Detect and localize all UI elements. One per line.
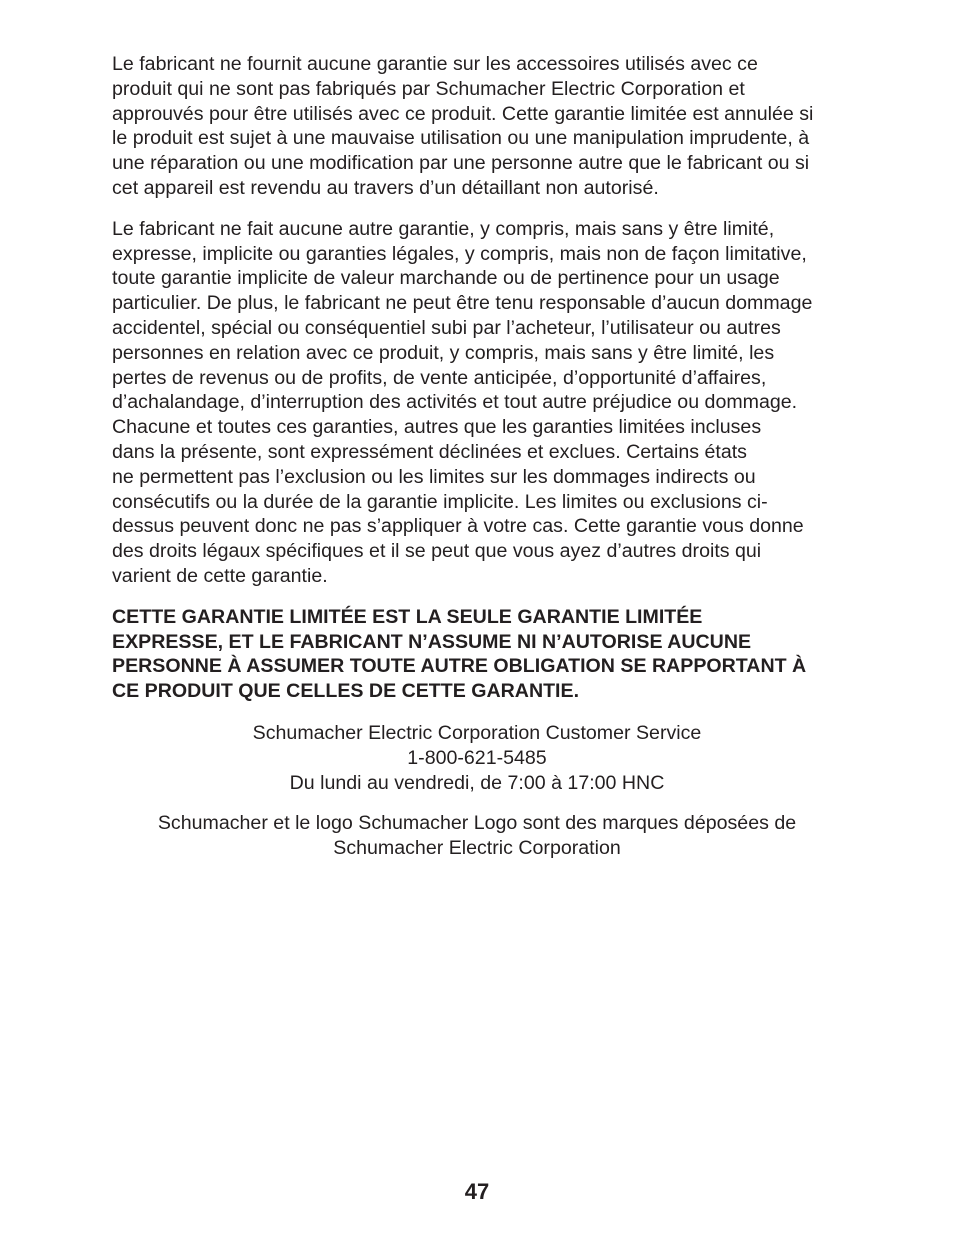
text-line: particulier. De plus, le fabricant ne peut être tenu responsable d’aucun dommage [112, 292, 813, 315]
text-line: le produit est sujet à une mauvaise utilisation ou une manipulation imprudente, à [112, 127, 810, 150]
text-line: d’achalandage, d’interruption des activités et tout autre préjudice ou dommage. [112, 391, 798, 414]
text-line: varient de cette garantie. [112, 564, 328, 587]
exclusive-warranty-statement [112, 605, 902, 704]
text-line: dans la présente, sont expressément déclinées et exclues. Certains états [112, 440, 747, 463]
text-line: ne permettent pas l’exclusion ou les limites sur les dommages indirects ou [112, 465, 756, 488]
text-line: CETTE GARANTIE LIMITÉE EST LA SEULE GARANTIE LIMITÉE [112, 605, 703, 628]
text-line: Le fabricant ne fournit aucune garantie sur les accessoires utilisés avec ce [112, 53, 758, 75]
trademark-notice [112, 811, 842, 861]
text-line: des droits légaux spécifiques et il se peut que vous ayez d’autres droits qui [112, 540, 762, 563]
text-line: consécutifs ou la durée de la garantie implicite. Les limites ou exclusions ci- [112, 490, 768, 513]
page-number: 47 [464, 1179, 490, 1204]
text-line: toute garantie implicite de valeur marchande ou de pertinence pour un usage [112, 267, 780, 290]
disclaimer-paragraph [112, 217, 902, 589]
text-line: Le fabricant ne fait aucune autre garantie, y compris, mais sans y être limité, [112, 217, 775, 240]
text-line: expresse, implicite ou garanties légales, y compris, mais non de façon limitative, [112, 242, 807, 265]
customer-service-block [112, 721, 842, 795]
text-line: accidentel, spécial ou conséquentiel subi par l’acheteur, l’utilisateur ou autres [112, 316, 781, 339]
text-line: PERSONNE À ASSUMER TOUTE AUTRE OBLIGATION SE RAPPORTANT À [112, 655, 807, 678]
accessories-warranty-paragraph [112, 52, 902, 201]
text-line: approuvés pour être utilisés avec ce produit. Cette garantie limitée est annulée si [112, 102, 814, 125]
trademark-line: Schumacher Electric Corporation [333, 837, 621, 860]
trademark-line: Schumacher et le logo Schumacher Logo sont des marques déposées de [157, 812, 797, 835]
text-line: Chacune et toutes ces garanties, autres que les garanties limitées incluses [112, 416, 762, 439]
text-line: dessus peuvent donc ne pas s’appliquer à votre cas. Cette garantie vous donne [112, 515, 804, 538]
text-line: pertes de revenus ou de profits, de vente anticipée, d’opportunité d’affaires, [112, 366, 767, 389]
text-line: personnes en relation avec ce produit, y compris, mais sans y être limité, les [112, 341, 775, 364]
text-line: produit qui ne sont pas fabriqués par Schumacher Electric Corporation et [112, 77, 745, 100]
text-line: une réparation ou une modification par une personne autre que le fabricant ou si [112, 152, 810, 175]
text-line: EXPRESSE, ET LE FABRICANT N’ASSUME NI N’AUTORISE AUCUNE [112, 630, 752, 653]
customer-service-phone: 1-800-621-5485 [407, 746, 547, 769]
warranty-page [112, 52, 902, 877]
customer-service-name: Schumacher Electric Corporation Customer Service [252, 721, 702, 744]
text-line: cet appareil est revendu au travers d’un détaillant non autorisé. [112, 176, 659, 199]
text-line: CE PRODUIT QUE CELLES DE CETTE GARANTIE. [112, 680, 580, 703]
customer-service-hours: Du lundi au vendredi, de 7:00 à 17:00 HNC [289, 771, 665, 794]
